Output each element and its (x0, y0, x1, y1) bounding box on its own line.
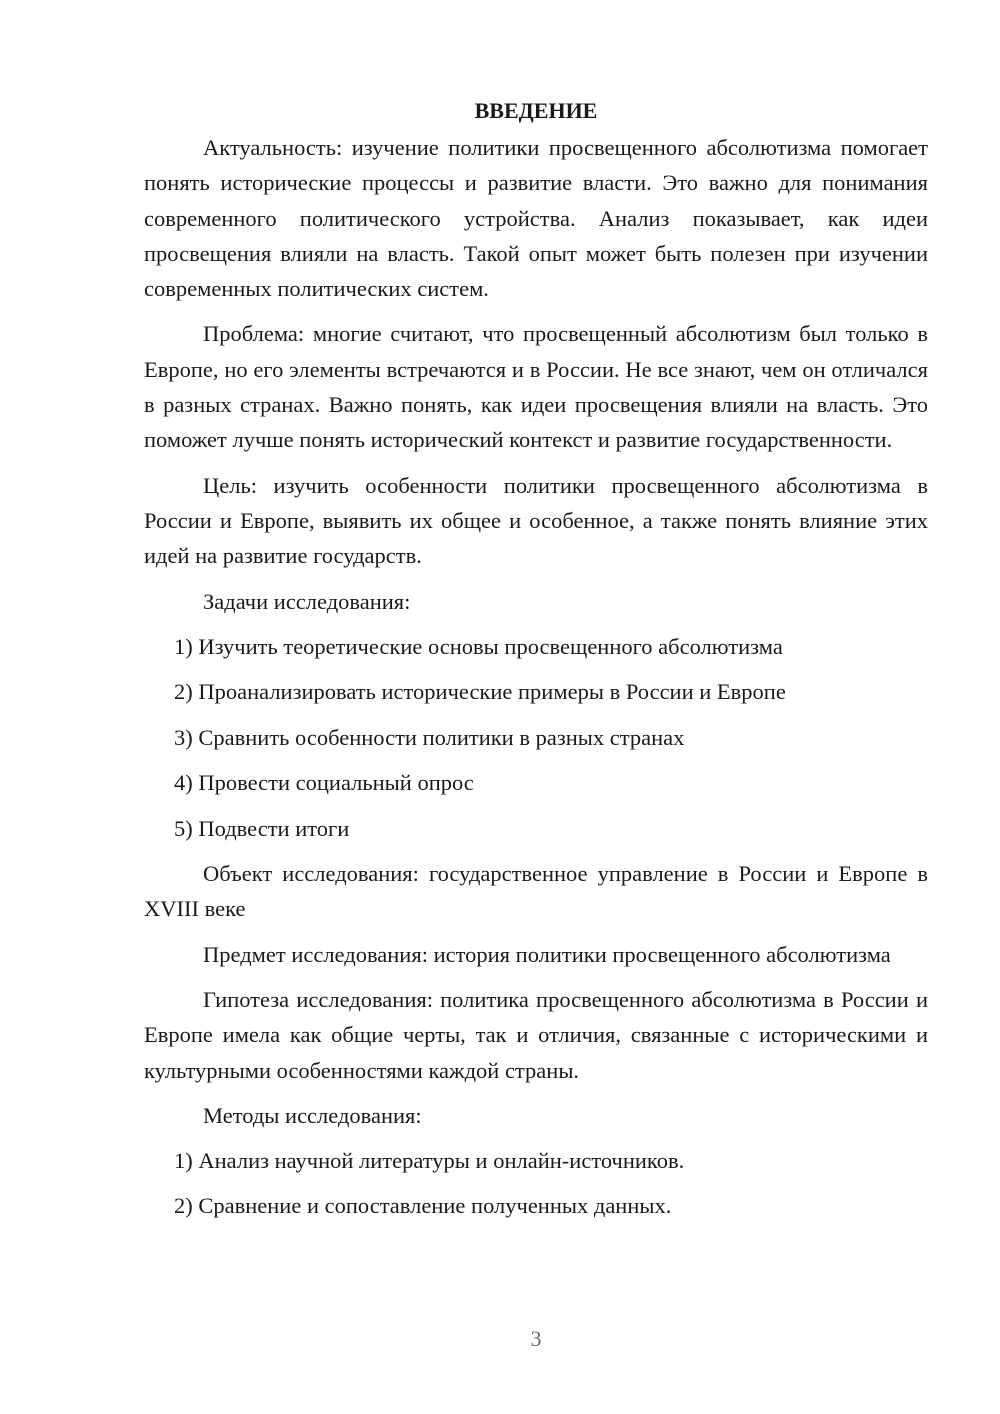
list-item: 1) Анализ научной литературы и онлайн-источников. (174, 1147, 685, 1173)
subject-paragraph: Предмет исследования: история политики просвещенного абсолютизма (203, 941, 891, 967)
list-item: 4) Провести социальный опрос (174, 770, 474, 796)
document-page (144, 92, 928, 1234)
hypothesis-paragraph: Гипотеза исследования: политика просвещенного абсолютизма в России и Европе имела как общие черты, так и отличия, связанные с историческими и культурными особенностями каждой страны. (144, 986, 928, 1083)
methods-list (144, 1143, 928, 1224)
tasks-label: Задачи исследования: (203, 588, 411, 614)
problem-paragraph: Проблема: многие считают, что просвещенный абсолютизм был только в Европе, но его элементы встречаются и в России. Не все знают, чем он отличался в разных странах. Важно понять, как идеи просвещения влияли на власть. Это поможет лучше понять исторический контекст и развитие государственности. (144, 321, 928, 453)
page-number: 3 (530, 1326, 542, 1351)
list-item: 3) Сравнить особенности политики в разных странах (174, 724, 685, 750)
object-paragraph: Объект исследования: государственное управление в России и Европе в XVIII веке (144, 861, 928, 922)
section-heading: ВВЕДЕНИЕ (474, 98, 598, 123)
relevance-paragraph: Актуальность: изучение политики просвещенного абсолютизма помогает понять исторические процессы и развитие власти. Это важно для понимания современного политического устройства. Анализ показывает, как идеи просвещения влияли на власть. Такой опыт может быть полезен при изучении современных политических систем. (144, 135, 928, 302)
goal-paragraph: Цель: изучить особенности политики просвещенного абсолютизма в России и Европе, выявить их общее и особенное, а также понять влияние этих идей на развитие государств. (144, 472, 928, 569)
list-item: 2) Проанализировать исторические примеры в России и Европе (174, 679, 786, 705)
list-item: 1) Изучить теоретические основы просвещенного абсолютизма (174, 633, 783, 659)
list-item: 5) Подвести итоги (174, 815, 350, 841)
list-item: 2) Сравнение и сопоставление полученных данных. (174, 1193, 672, 1219)
methods-label: Методы исследования: (203, 1102, 422, 1128)
tasks-list (144, 629, 928, 846)
